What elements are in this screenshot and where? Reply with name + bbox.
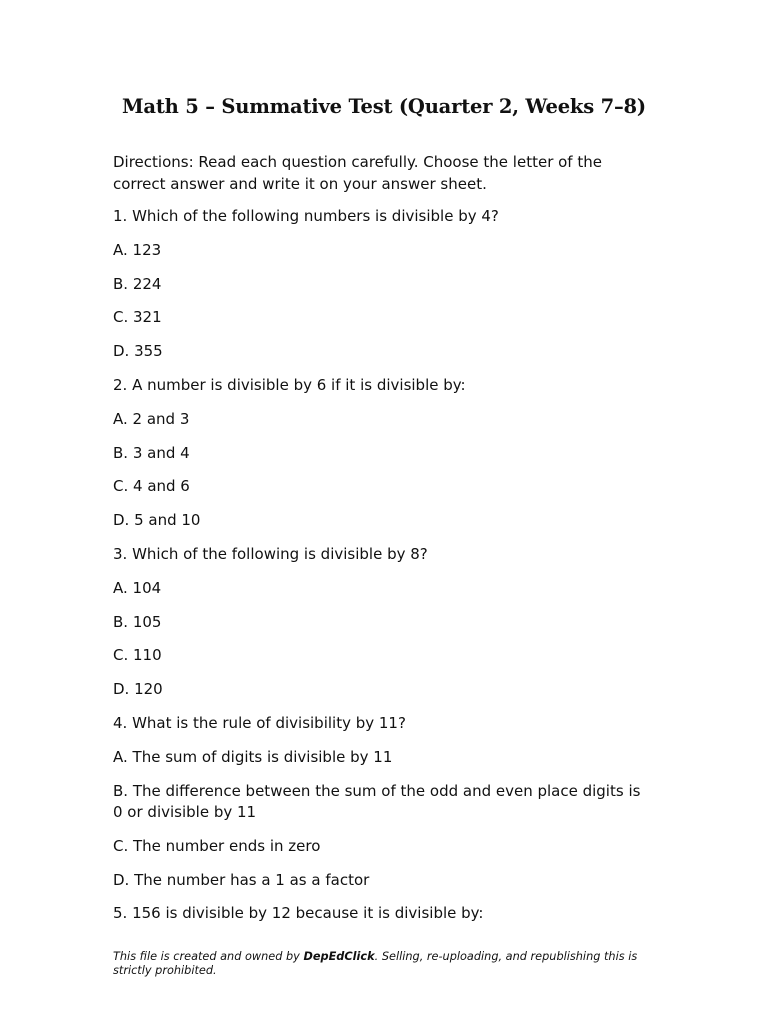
footer-suffix: . Selling, re-uploading, and republishing this is strictly prohibited.: [113, 950, 638, 977]
answer-choice: A. 104: [113, 578, 162, 597]
question-prompt: 5. 156 is divisible by 12 because it is divisible by:: [113, 904, 484, 923]
footer-prefix: This file is created and owned by: [113, 950, 304, 963]
answer-choice: A. The sum of digits is divisible by 11: [113, 747, 393, 766]
answer-choice: D. 120: [113, 680, 163, 699]
footer-brand: DepEdClick: [303, 950, 375, 963]
page-title: Math 5 – Summative Test (Quarter 2, Weeks 7–8): [122, 95, 646, 118]
answer-choice: D. 355: [113, 342, 163, 361]
answer-choice: C. 110: [113, 646, 162, 665]
copyright-footer: [113, 950, 653, 977]
answer-choice: C. The number ends in zero: [113, 836, 321, 855]
answer-choice: C. 321: [113, 308, 162, 327]
answer-choice: D. The number has a 1 as a factor: [113, 870, 370, 889]
answer-choice: B. 3 and 4: [113, 443, 190, 462]
question-prompt: 3. Which of the following is divisible by 8?: [113, 544, 428, 563]
answer-choice: B. The difference between the sum of the odd and even place digits is 0 or divisible by 11: [113, 781, 641, 822]
answer-choice: B. 105: [113, 612, 162, 631]
question-prompt: 4. What is the rule of divisibility by 11?: [113, 713, 406, 732]
answer-choice: A. 123: [113, 240, 162, 259]
answer-choice: D. 5 and 10: [113, 511, 201, 530]
directions-text: Directions: Read each question carefully. Choose the letter of the correct answer and write it on your answer sheet.: [113, 153, 602, 193]
answer-choice: C. 4 and 6: [113, 477, 190, 496]
answer-choice: A. 2 and 3: [113, 409, 190, 428]
answer-choice: B. 224: [113, 274, 162, 293]
test-content: [113, 152, 653, 937]
question-prompt: 2. A number is divisible by 6 if it is divisible by:: [113, 375, 466, 394]
question-prompt: 1. Which of the following numbers is divisible by 4?: [113, 207, 499, 225]
